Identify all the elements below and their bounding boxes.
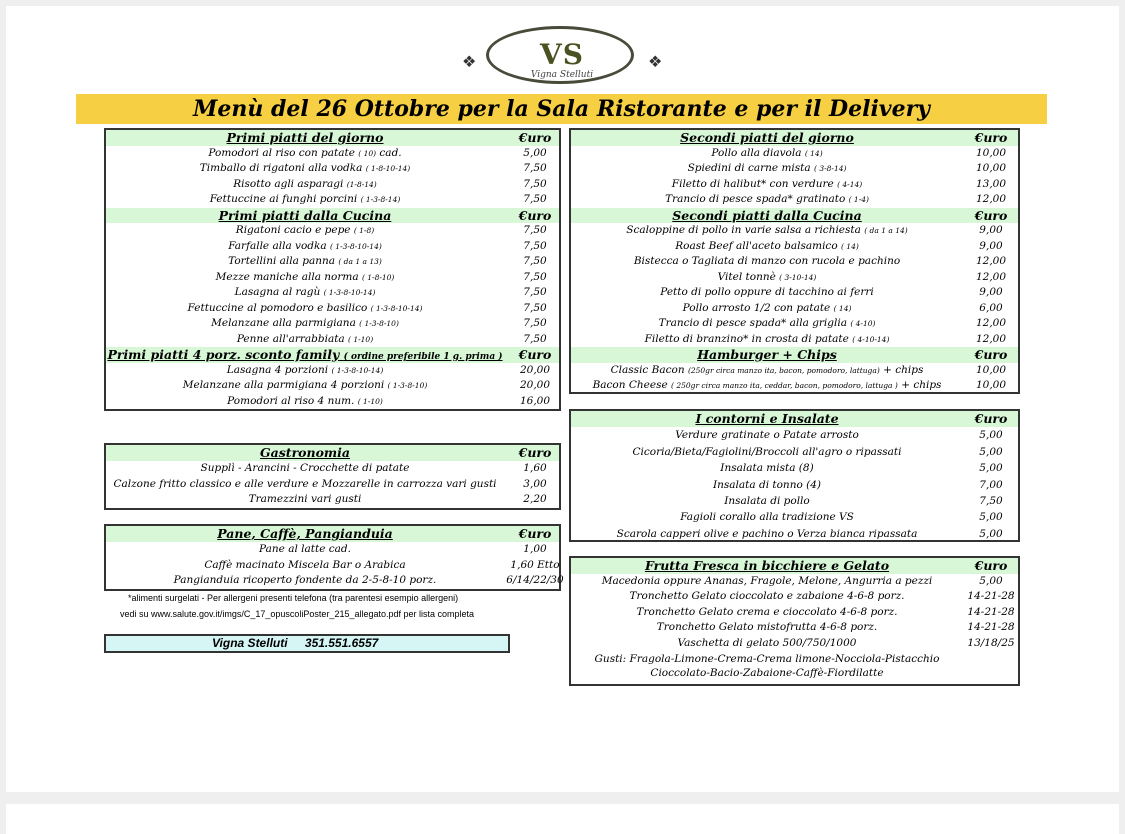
section-title xyxy=(106,445,504,461)
menu-item xyxy=(106,477,559,493)
section-title xyxy=(106,526,504,542)
item-allergens: ( 4-14) xyxy=(837,179,863,189)
item-name-text: Supplì - Arancini - Crocchette di patate xyxy=(200,461,410,474)
price-header: €uro xyxy=(518,207,552,223)
section-header xyxy=(571,208,1018,224)
item-name xyxy=(106,192,504,208)
item-allergens: ( 1-10) xyxy=(357,396,383,406)
item-name-text: Farfalle alla vodka xyxy=(228,239,327,252)
item-name-text: Tronchetto Gelato crema e cioccolato 4-6-8 porz. xyxy=(636,605,898,618)
price-header: €uro xyxy=(518,130,552,145)
item-name xyxy=(571,285,963,301)
item-name-text: Risotto agli asparagi xyxy=(233,177,344,190)
menu-item xyxy=(106,146,559,162)
item-price: 5,00 xyxy=(979,445,1003,458)
item-name-text: Pomodori al riso 4 num. xyxy=(227,394,355,407)
frutta-box xyxy=(569,556,1020,686)
item-name-text: Mezze maniche alla norma xyxy=(215,270,359,283)
menu-item xyxy=(571,254,1018,270)
item-allergens: (250gr circa manzo ita, bacon, pomodoro, lattuga) xyxy=(687,365,880,375)
item-name xyxy=(106,177,504,193)
item-name xyxy=(571,239,963,255)
item-name xyxy=(571,192,963,208)
allergen-note: *alimenti surgelati - Per allergeni presenti telefona (tra parentesi esempio allergeni) xyxy=(128,593,459,603)
section-title-text: Primi piatti dalla Cucina xyxy=(218,207,392,223)
item-price: 12,00 xyxy=(975,193,1007,205)
item-name xyxy=(106,285,504,301)
item-allergens: ( 1-3-8-10-14) xyxy=(330,241,382,251)
item-price: 7,50 xyxy=(523,317,547,329)
item-name-text: Fettuccine ai funghi porcini xyxy=(209,193,358,205)
item-allergens: ( da 1 a 13) xyxy=(338,257,382,266)
contorni-box xyxy=(569,409,1020,542)
menu-item xyxy=(571,301,1018,317)
item-price: 7,50 xyxy=(523,239,547,252)
item-name xyxy=(106,573,504,589)
item-name-text: Tronchetto Gelato mistofrutta 4-6-8 porz. xyxy=(656,621,878,634)
item-name xyxy=(106,161,504,177)
item-price: 3,00 xyxy=(523,477,547,490)
primi-box xyxy=(104,128,561,411)
menu-item xyxy=(106,177,559,193)
item-name-text: Lasagna al ragù xyxy=(234,286,321,298)
item-name xyxy=(571,460,963,476)
item-name-text: Penne all'arrabbiata xyxy=(236,332,345,345)
price-header: €uro xyxy=(518,526,552,541)
item-name xyxy=(106,394,504,410)
item-name xyxy=(106,461,504,477)
item-name-text: Insalata di pollo xyxy=(724,494,810,507)
item-allergens: ( 1-10) xyxy=(348,334,374,344)
item-price: 20,00 xyxy=(519,363,551,376)
item-name xyxy=(106,146,504,162)
item-name xyxy=(571,146,963,162)
logo-mark: VS xyxy=(540,38,584,71)
item-price: 10,00 xyxy=(975,162,1007,174)
section-title xyxy=(106,208,504,224)
menu-item xyxy=(571,378,1018,394)
price-header: €uro xyxy=(518,445,552,460)
item-name-text: Spiedini di carne mista xyxy=(687,162,811,174)
item-allergens: ( 3-8-14) xyxy=(814,164,847,173)
item-name xyxy=(571,620,963,636)
allergen-link-note: vedi su www.salute.gov.it/imgs/C_17_opuscoliPoster_215_allegato.pdf per lista completa xyxy=(120,609,475,619)
menu-item xyxy=(571,605,1018,621)
menu-title: Menù del 26 Ottobre per la Sala Ristorante e per il Delivery xyxy=(76,94,1047,124)
menu-item xyxy=(106,192,559,208)
menu-item xyxy=(571,316,1018,332)
menu-item xyxy=(106,223,559,239)
item-allergens: ( 1-3-8-10) xyxy=(387,381,428,390)
item-price: 7,50 xyxy=(979,494,1003,507)
menu-item xyxy=(106,378,559,394)
item-price: 7,50 xyxy=(523,286,547,298)
item-name-text: Vitel tonnè xyxy=(717,270,776,283)
item-allergens: ( 1-8-10) xyxy=(361,272,395,282)
item-price: 14-21-28 xyxy=(967,590,1015,603)
item-name-text: Scaloppine di pollo in varie salsa a richiesta xyxy=(626,224,861,236)
item-name-text: Trancio di pesce spada* gratinato xyxy=(665,193,846,205)
item-name-text: Pollo alla diavola xyxy=(711,146,802,159)
item-allergens: ( 1-3-8-10-14) xyxy=(331,365,384,375)
item-allergens: ( 1-4) xyxy=(848,195,869,204)
menu-item xyxy=(571,146,1018,162)
item-allergens: ( 14) xyxy=(833,303,852,313)
section-header xyxy=(106,347,559,363)
menu-item xyxy=(106,363,559,379)
section-title xyxy=(571,411,963,427)
menu-item xyxy=(106,332,559,348)
menu-item xyxy=(571,177,1018,193)
menu-item xyxy=(106,254,559,270)
section-header xyxy=(106,130,559,146)
item-name-text: Verdure gratinate o Patate arrosto xyxy=(675,429,859,442)
section-title xyxy=(571,208,963,224)
restaurant-logo xyxy=(462,24,662,90)
item-price: 12,00 xyxy=(975,317,1007,329)
item-name-text: Scarola capperi olive e pachino o Verza bianca ripassata xyxy=(616,527,918,540)
item-name-text: Tramezzini vari gusti xyxy=(248,493,362,506)
item-name xyxy=(106,239,504,255)
item-price: 20,00 xyxy=(519,379,551,391)
item-name-text: Tronchetto Gelato cioccolato e zabaione 4-6-8 porz. xyxy=(629,590,905,603)
item-suffix: cad. xyxy=(379,146,402,159)
item-suffix: + chips xyxy=(901,379,942,391)
item-name xyxy=(106,542,504,558)
menu-item xyxy=(571,332,1018,348)
item-allergens: ( 10) xyxy=(358,148,377,158)
item-price: 9,00 xyxy=(979,286,1003,298)
menu-item xyxy=(571,444,1018,460)
item-allergens: ( 1-8-10-14) xyxy=(365,164,411,173)
gusti-line: Gusti: Fragola-Limone-Crema-Crema limone-Nocciola-Pistacchio xyxy=(594,652,940,665)
item-name xyxy=(106,558,504,574)
menu-item xyxy=(571,589,1018,605)
menu-item xyxy=(106,461,559,477)
item-price: 1,60 Etto xyxy=(510,558,560,571)
menu-item xyxy=(106,285,559,301)
item-price: 13/18/25 xyxy=(967,636,1015,649)
section-title-text: Primi piatti del giorno xyxy=(226,130,384,145)
item-name xyxy=(571,636,963,652)
item-name xyxy=(571,605,963,621)
item-allergens: ( da 1 a 14) xyxy=(864,226,908,235)
menu-item xyxy=(106,270,559,286)
item-price: 7,50 xyxy=(523,255,547,267)
item-name xyxy=(571,161,963,177)
menu-item xyxy=(106,161,559,177)
item-name xyxy=(571,332,963,348)
menu-item xyxy=(571,493,1018,509)
item-name-text: Insalata mista (8) xyxy=(720,462,814,475)
contact-phone: 351.551.6557 xyxy=(304,636,379,650)
section-title xyxy=(571,558,963,574)
item-price: 14-21-28 xyxy=(967,605,1015,618)
section-header xyxy=(571,347,1018,363)
item-name-text: Melanzane alla parmigiana xyxy=(211,317,356,329)
pane-box xyxy=(104,524,564,591)
item-name-text: Bacon Cheese xyxy=(592,379,668,391)
item-name-text: Caffè macinato Miscela Bar o Arabica xyxy=(204,558,406,571)
item-price: 10,00 xyxy=(975,146,1007,159)
item-name xyxy=(571,223,963,239)
next-page-edge xyxy=(6,804,1119,834)
item-name xyxy=(106,254,504,270)
item-allergens: (1-8-14) xyxy=(346,179,377,189)
item-name xyxy=(571,378,963,394)
item-price: 7,50 xyxy=(523,332,547,345)
item-name-text: Vaschetta di gelato 500/750/1000 xyxy=(677,636,857,649)
item-allergens: ( 14) xyxy=(804,148,823,158)
menu-item xyxy=(571,620,1018,636)
item-price: 12,00 xyxy=(975,270,1007,283)
bird-icon: ❖ xyxy=(462,52,477,71)
item-name-text: Bistecca o Tagliata di manzo con rucola e pachino xyxy=(633,255,901,267)
item-name-text: Pane al latte cad. xyxy=(259,542,351,555)
section-title-text: I contorni e Insalate xyxy=(695,411,839,426)
menu-item xyxy=(571,270,1018,286)
item-name-text: Lasagna 4 porzioni xyxy=(226,363,329,376)
menu-item xyxy=(106,239,559,255)
section-title-text: Secondi piatti del giorno xyxy=(680,130,854,145)
item-name xyxy=(571,316,963,332)
item-name xyxy=(106,477,504,493)
item-name xyxy=(106,223,504,239)
price-header: €uro xyxy=(974,207,1008,223)
menu-item xyxy=(571,574,1018,590)
section-header xyxy=(571,130,1018,146)
price-header: €uro xyxy=(974,347,1008,362)
item-price: 6,00 xyxy=(979,301,1003,314)
item-name-text: Pangianduia ricoperto fondente da 2-5-8-10 porz. xyxy=(173,574,437,587)
gastronomia-box xyxy=(104,443,561,510)
item-name xyxy=(571,493,963,509)
logo-subtitle: Vigna Stelluti xyxy=(530,70,594,80)
section-header xyxy=(106,445,559,461)
item-name-text: Rigatoni cacio e pepe xyxy=(235,224,351,236)
item-name-text: Insalata di tonno (4) xyxy=(712,478,821,491)
item-price: 7,50 xyxy=(523,177,547,190)
item-name-text: Melanzane alla parmigiana 4 porzioni xyxy=(182,379,385,391)
item-price: 7,50 xyxy=(523,193,547,205)
item-price: 14-21-28 xyxy=(967,621,1015,634)
item-price: 5,00 xyxy=(979,429,1003,442)
item-name xyxy=(106,301,504,317)
section-title xyxy=(571,347,963,363)
item-name-text: Tortellini alla panna xyxy=(228,255,336,267)
price-header: €uro xyxy=(974,558,1008,573)
menu-item xyxy=(106,542,559,558)
item-price: 2,20 xyxy=(523,493,547,506)
section-header xyxy=(106,526,559,542)
bird-icon: ❖ xyxy=(647,52,662,71)
section-title-text: Pane, Caffè, Pangianduia xyxy=(217,526,393,541)
item-name xyxy=(571,589,963,605)
gusti-line: Cioccolato-Bacio-Zabaione-Caffè-Fiordilatte xyxy=(650,666,884,679)
item-suffix: + chips xyxy=(883,363,924,376)
section-title-text: Gastronomia xyxy=(259,445,350,460)
item-price: 10,00 xyxy=(975,363,1007,376)
item-name-text: Filetto di halibut* con verdure xyxy=(671,177,834,190)
item-name xyxy=(106,270,504,286)
menu-item xyxy=(571,526,1018,542)
item-name xyxy=(571,427,963,443)
menu-item xyxy=(571,239,1018,255)
menu-item xyxy=(106,558,559,574)
item-name xyxy=(571,526,963,542)
item-name-text: Roast Beef all'aceto balsamico xyxy=(675,239,838,252)
item-allergens: ( 3-10-14) xyxy=(779,272,817,282)
item-price: 5,00 xyxy=(979,462,1003,475)
menu-item xyxy=(571,285,1018,301)
menu-item xyxy=(571,161,1018,177)
item-name xyxy=(571,301,963,317)
item-price: 9,00 xyxy=(979,239,1003,252)
item-price: 12,00 xyxy=(975,255,1007,267)
menu-item xyxy=(106,492,559,508)
item-name-text: Calzone fritto classico e alle verdure e Mozzarelle in carrozza vari gusti xyxy=(113,477,497,490)
item-allergens: ( 1-3-8-14) xyxy=(360,195,401,204)
section-title xyxy=(571,130,963,146)
menu-item xyxy=(106,316,559,332)
item-price: 7,50 xyxy=(523,162,547,174)
contact-name: Vigna Stelluti xyxy=(212,636,288,650)
item-name xyxy=(106,378,504,394)
item-price: 5,00 xyxy=(979,574,1003,587)
item-name-text: Pollo arrosto 1/2 con patate xyxy=(682,301,831,314)
item-name-text: Fettuccine al pomodoro e basilico xyxy=(187,301,368,314)
item-name xyxy=(571,254,963,270)
item-name xyxy=(571,363,963,379)
item-allergens: ( 4-10-14) xyxy=(852,334,890,344)
item-name-text: Trancio di pesce spada* alla griglia xyxy=(658,317,847,329)
item-name-text: Classic Bacon xyxy=(610,363,685,376)
item-name xyxy=(106,363,504,379)
item-price: 5,00 xyxy=(979,511,1003,524)
item-name xyxy=(571,177,963,193)
item-price: 1,60 xyxy=(523,461,547,474)
item-allergens: ( 250gr circa manzo ita, ceddar, bacon, pomodoro, lattuga ) xyxy=(671,381,898,390)
item-name-text: Pomodori al riso con patate xyxy=(208,146,355,159)
item-name-text: Fagioli corallo alla tradizione VS xyxy=(680,511,854,524)
section-header xyxy=(571,558,1018,574)
section-title-text: Frutta Fresca in bicchiere e Gelato xyxy=(644,558,890,573)
item-name xyxy=(571,477,963,493)
item-name-text: Petto di pollo oppure di tacchino ai ferri xyxy=(660,286,874,298)
menu-item xyxy=(571,636,1018,652)
price-header: €uro xyxy=(974,411,1008,426)
item-name xyxy=(571,509,963,525)
item-name-text: Filetto di branzino* in crosta di patate xyxy=(644,332,849,345)
menu-item xyxy=(571,427,1018,443)
item-allergens: ( 1-3-8-10-14) xyxy=(370,303,423,313)
item-name xyxy=(571,270,963,286)
item-name xyxy=(106,492,504,508)
item-price: 10,00 xyxy=(975,379,1007,391)
menu-item xyxy=(571,477,1018,493)
menu-item xyxy=(571,509,1018,525)
item-price: 7,50 xyxy=(523,301,547,314)
item-allergens: ( 1-3-8-10-14) xyxy=(323,288,376,297)
item-name-text: Cicoria/Bieta/Fagiolini/Broccoli all'agro o ripassati xyxy=(632,445,902,458)
item-price: 12,00 xyxy=(975,332,1007,345)
item-price: 5,00 xyxy=(523,146,547,159)
item-allergens: ( 4-10) xyxy=(850,319,876,328)
section-header xyxy=(106,208,559,224)
item-allergens: ( 14) xyxy=(840,241,859,251)
item-price: 9,00 xyxy=(979,224,1003,236)
menu-item xyxy=(106,573,564,589)
section-title-text: Primi piatti 4 porz. sconto family xyxy=(107,347,340,362)
item-name-text: Macedonia oppure Ananas, Fragole, Melone, Angurria a pezzi xyxy=(601,574,933,587)
section-title-text: Secondi piatti dalla Cucina xyxy=(672,207,862,223)
menu-item xyxy=(106,394,559,410)
item-price: 7,50 xyxy=(523,224,547,236)
item-price: 1,00 xyxy=(523,542,547,555)
contact-bar xyxy=(104,634,510,653)
item-price: 13,00 xyxy=(975,177,1007,190)
section-title xyxy=(106,130,504,146)
menu-item xyxy=(571,223,1018,239)
item-name-text: Timballo di rigatoni alla vodka xyxy=(199,162,363,174)
item-allergens: ( 1-3-8-10) xyxy=(359,319,399,328)
item-price: 16,00 xyxy=(519,394,551,407)
price-header: €uro xyxy=(974,130,1008,145)
item-name xyxy=(571,574,963,590)
menu-item xyxy=(571,192,1018,208)
item-price: 5,00 xyxy=(979,527,1003,540)
menu-item xyxy=(571,460,1018,476)
item-price: 6/14/22/30 xyxy=(506,574,564,587)
item-name xyxy=(106,316,504,332)
item-name xyxy=(571,444,963,460)
section-header xyxy=(571,411,1018,427)
item-allergens: ( 1-8) xyxy=(353,226,375,235)
menu-item xyxy=(571,363,1018,379)
item-price: 7,00 xyxy=(979,478,1003,491)
section-title-text: Hamburger + Chips xyxy=(697,347,837,362)
section-note: ( ordine preferibile 1 g. prima ) xyxy=(343,352,503,362)
price-header: €uro xyxy=(518,347,552,362)
secondi-box xyxy=(569,128,1020,394)
item-price: 7,50 xyxy=(523,270,547,283)
item-name xyxy=(106,332,504,348)
menu-item xyxy=(106,301,559,317)
